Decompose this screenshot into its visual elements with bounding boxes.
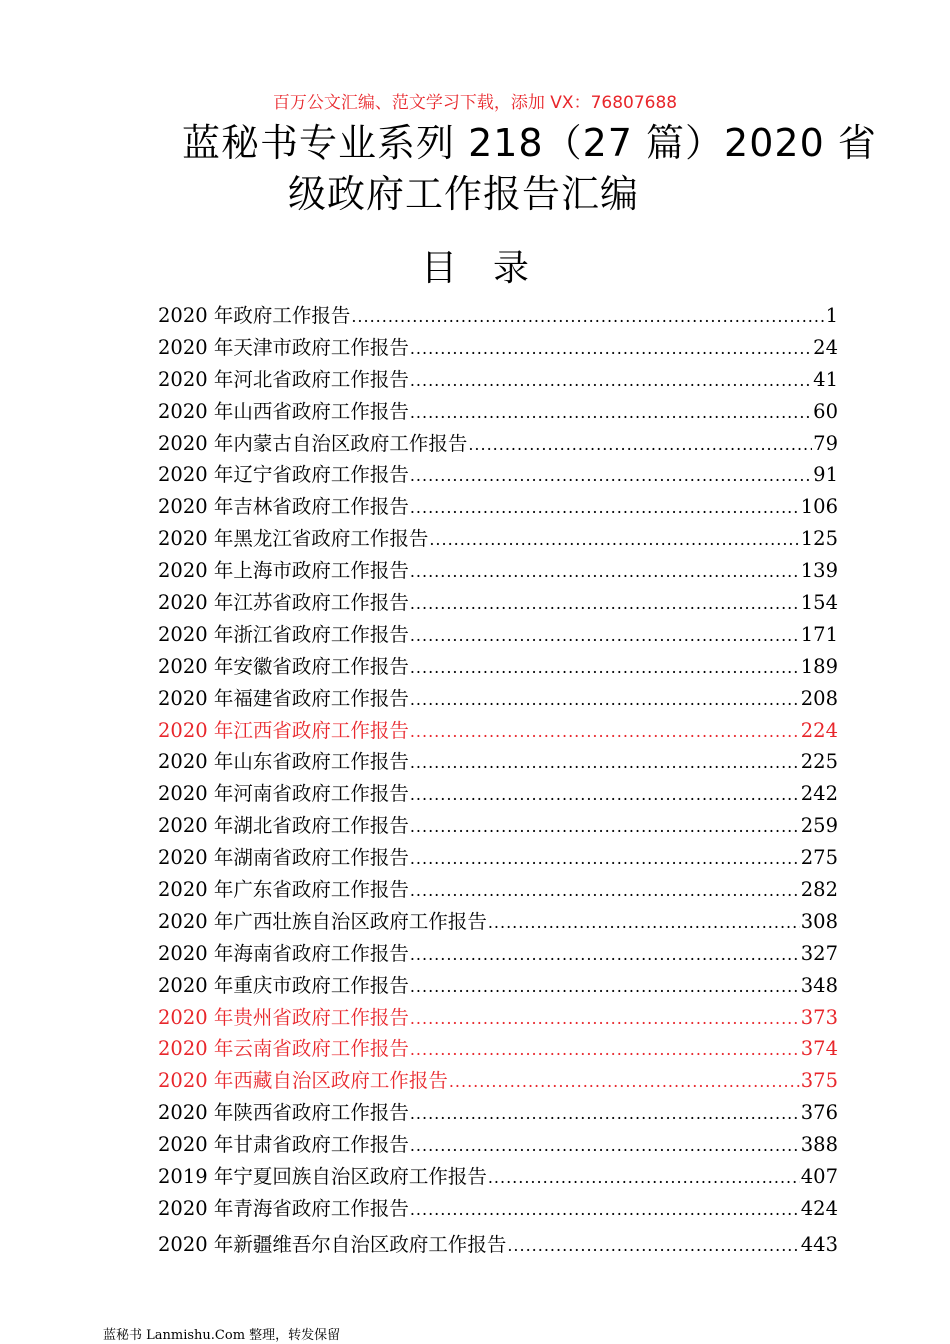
toc-entry[interactable]	[158, 1033, 838, 1065]
toc-entry-label: 2020 年安徽省政府工作报告	[158, 654, 409, 678]
toc-entry-label: 2020 年山东省政府工作报告	[158, 750, 409, 774]
toc-entry-label: 2020 年辽宁省政府工作报告	[158, 463, 409, 487]
toc-entry-label: 2020 年上海市政府工作报告	[158, 559, 409, 583]
toc-entry-label: 2020 年黑龙江省政府工作报告	[158, 527, 429, 551]
toc-entry-page: 374	[800, 1037, 838, 1061]
toc-entry[interactable]	[158, 746, 838, 778]
toc-entry[interactable]	[158, 715, 838, 747]
toc-leader-dots	[410, 562, 800, 581]
toc-entry-label: 2020 年广西壮族自治区政府工作报告	[158, 909, 487, 933]
toc-leader-dots	[410, 658, 800, 677]
toc-entry-page: 407	[800, 1165, 838, 1189]
toc-entry-label: 2019 年宁夏回族自治区政府工作报告	[158, 1165, 487, 1189]
toc-leader-dots	[410, 466, 812, 485]
toc-leader-dots	[449, 1072, 800, 1091]
toc-entry-label: 2020 年山西省政府工作报告	[158, 399, 409, 423]
toc-entry-label: 2020 年河南省政府工作报告	[158, 782, 409, 806]
toc-entry[interactable]	[158, 300, 838, 332]
toc-entry[interactable]	[158, 1129, 838, 1161]
toc-entry-page: 308	[800, 909, 838, 933]
toc-entry-label: 2020 年海南省政府工作报告	[158, 941, 409, 965]
toc-leader-dots	[410, 594, 800, 613]
toc-entry-page: 375	[800, 1069, 838, 1093]
table-of-contents	[158, 300, 838, 1261]
toc-leader-dots	[410, 977, 800, 996]
toc-leader-dots	[488, 913, 800, 932]
toc-entry-page: 275	[800, 846, 838, 870]
toc-entry[interactable]	[158, 906, 838, 938]
toc-leader-dots	[410, 1200, 800, 1219]
toc-leader-dots	[351, 307, 824, 326]
toc-leader-dots	[410, 881, 800, 900]
toc-entry-label: 2020 年广东省政府工作报告	[158, 878, 409, 902]
toc-entry-label: 2020 年陕西省政府工作报告	[158, 1101, 409, 1125]
toc-entry-page: 373	[800, 1005, 838, 1029]
toc-entry-page: 424	[800, 1196, 838, 1220]
toc-leader-dots	[410, 817, 800, 836]
toc-entry-label: 2020 年天津市政府工作报告	[158, 335, 409, 359]
toc-entry[interactable]	[158, 1002, 838, 1034]
toc-leader-dots	[410, 722, 800, 741]
toc-entry-label: 2020 年内蒙古自治区政府工作报告	[158, 431, 468, 455]
footer-note: 蓝秘书 Lanmishu.Com 整理，转发保留	[103, 1328, 341, 1343]
toc-entry-page: 224	[800, 718, 838, 742]
toc-entry-page: 154	[800, 591, 838, 615]
toc-leader-dots	[410, 753, 800, 772]
toc-entry[interactable]	[158, 1097, 838, 1129]
toc-entry-page: 24	[813, 335, 838, 359]
toc-entry-page: 91	[813, 463, 838, 487]
toc-leader-dots	[410, 690, 800, 709]
toc-entry-page: 242	[800, 782, 838, 806]
toc-leader-dots	[468, 435, 812, 454]
toc-entry[interactable]	[158, 842, 838, 874]
toc-entry-page: 225	[800, 750, 838, 774]
toc-entry-label: 2020 年浙江省政府工作报告	[158, 622, 409, 646]
toc-entry-page: 259	[800, 814, 838, 838]
toc-leader-dots	[410, 1009, 800, 1028]
toc-leader-dots	[410, 371, 812, 390]
toc-entry-page: 376	[800, 1101, 838, 1125]
toc-entry-label: 2020 年吉林省政府工作报告	[158, 495, 409, 519]
toc-entry-label: 2020 年湖南省政府工作报告	[158, 846, 409, 870]
toc-entry[interactable]	[158, 555, 838, 587]
toc-entry-label: 2020 年新疆维吾尔自治区政府工作报告	[158, 1232, 507, 1256]
toc-entry-page: 327	[800, 941, 838, 965]
toc-entry-page: 348	[800, 973, 838, 997]
toc-entry[interactable]	[158, 332, 838, 364]
toc-entry[interactable]	[158, 1161, 838, 1193]
toc-leader-dots	[410, 849, 800, 868]
toc-leader-dots	[410, 1104, 800, 1123]
toc-leader-dots	[410, 1136, 800, 1155]
toc-entry[interactable]	[158, 683, 838, 715]
toc-entry-label: 2020 年甘肃省政府工作报告	[158, 1133, 409, 1157]
toc-entry-label: 2020 年西藏自治区政府工作报告	[158, 1069, 448, 1093]
toc-entry[interactable]	[158, 491, 838, 523]
document-title-line1: 蓝秘书专业系列 218（27 篇）2020 省	[182, 121, 877, 165]
toc-entry-label: 2020 年江西省政府工作报告	[158, 718, 409, 742]
toc-entry-label: 2020 年政府工作报告	[158, 304, 351, 327]
toc-entry-page: 388	[800, 1133, 838, 1157]
toc-entry[interactable]	[158, 1065, 838, 1097]
toc-entry-label: 2020 年青海省政府工作报告	[158, 1196, 409, 1220]
toc-entry-label: 2020 年重庆市政府工作报告	[158, 973, 409, 997]
toc-entry[interactable]	[158, 778, 838, 810]
toc-entry[interactable]	[158, 619, 838, 651]
toc-entry[interactable]	[158, 938, 838, 970]
toc-entry-label: 2020 年福建省政府工作报告	[158, 686, 409, 710]
toc-heading: 目录	[420, 248, 565, 289]
toc-leader-dots	[410, 403, 812, 422]
toc-entry-page: 125	[800, 527, 838, 551]
toc-entry[interactable]	[158, 1229, 838, 1261]
toc-leader-dots	[410, 945, 800, 964]
toc-leader-dots	[410, 785, 800, 804]
toc-entry[interactable]	[158, 651, 838, 683]
toc-leader-dots	[507, 1236, 799, 1255]
toc-entry-label: 2020 年河北省政府工作报告	[158, 367, 409, 391]
toc-entry[interactable]	[158, 459, 838, 491]
toc-entry[interactable]	[158, 874, 838, 906]
toc-entry[interactable]	[158, 970, 838, 1002]
toc-entry-page: 106	[800, 495, 838, 519]
toc-entry-page: 208	[800, 686, 838, 710]
toc-entry[interactable]	[158, 587, 838, 619]
toc-leader-dots	[410, 626, 800, 645]
toc-entry-page: 189	[800, 654, 838, 678]
toc-entry-page: 443	[800, 1232, 838, 1256]
toc-leader-dots	[429, 530, 799, 549]
toc-entry-page: 282	[800, 878, 838, 902]
toc-entry[interactable]	[158, 396, 838, 428]
toc-entry-page: 41	[813, 367, 838, 391]
toc-entry-page: 1	[825, 304, 838, 327]
toc-entry-page: 139	[800, 559, 838, 583]
toc-entry-page: 171	[800, 622, 838, 646]
toc-entry[interactable]	[158, 428, 838, 460]
toc-entry-label: 2020 年湖北省政府工作报告	[158, 814, 409, 838]
toc-leader-dots	[410, 1040, 800, 1059]
toc-entry-page: 60	[813, 399, 838, 423]
toc-entry-label: 2020 年云南省政府工作报告	[158, 1037, 409, 1061]
toc-entry[interactable]	[158, 810, 838, 842]
document-title-line2: 级政府工作报告汇编	[288, 172, 640, 216]
toc-entry-page: 79	[813, 431, 838, 455]
promo-banner: 百万公文汇编、范文学习下载，添加 VX：76807688	[272, 93, 678, 113]
toc-entry-label: 2020 年江苏省政府工作报告	[158, 591, 409, 615]
toc-entry[interactable]	[158, 364, 838, 396]
toc-entry[interactable]	[158, 1193, 838, 1225]
toc-entry[interactable]	[158, 523, 838, 555]
toc-entry-label: 2020 年贵州省政府工作报告	[158, 1005, 409, 1029]
toc-leader-dots	[488, 1168, 800, 1187]
toc-leader-dots	[410, 498, 800, 517]
toc-leader-dots	[410, 339, 812, 358]
